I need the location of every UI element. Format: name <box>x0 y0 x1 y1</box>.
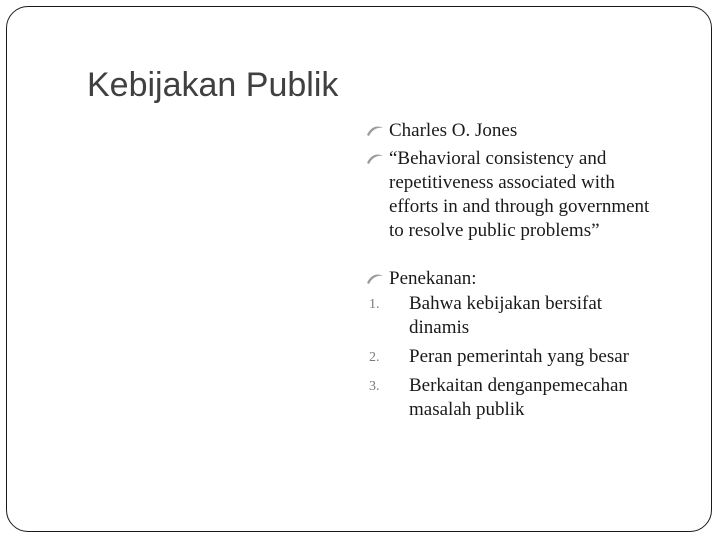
list-item <box>365 345 665 369</box>
emphasis-heading: Penekanan: <box>389 268 477 289</box>
emphasis-bullet <box>365 267 665 291</box>
swoosh-bullet-icon <box>366 273 384 285</box>
slide-frame <box>6 6 712 532</box>
list-item <box>365 292 665 340</box>
slide-title: Kebijakan Publik <box>87 66 339 104</box>
list-item-text: Berkaitan denganpemecahan masalah publik <box>409 375 628 420</box>
list-number: 3. <box>369 379 380 394</box>
definition-quote: “Behavioral consistency and repetitiveness associated with efforts in and through government to resolve public problems” <box>389 148 650 241</box>
swoosh-bullet-icon <box>366 153 384 165</box>
author-bullet <box>365 119 665 143</box>
list-number: 1. <box>369 297 380 312</box>
list-item <box>365 374 665 422</box>
author-name: Charles O. Jones <box>389 120 518 141</box>
list-item-text: Bahwa kebijakan bersifat dinamis <box>409 293 603 338</box>
list-number: 2. <box>369 350 380 365</box>
swoosh-bullet-icon <box>366 125 384 137</box>
quote-bullet <box>365 147 665 243</box>
slide-content <box>365 119 665 427</box>
list-item-text: Peran pemerintah yang besar <box>409 346 629 367</box>
emphasis-list <box>365 292 665 422</box>
